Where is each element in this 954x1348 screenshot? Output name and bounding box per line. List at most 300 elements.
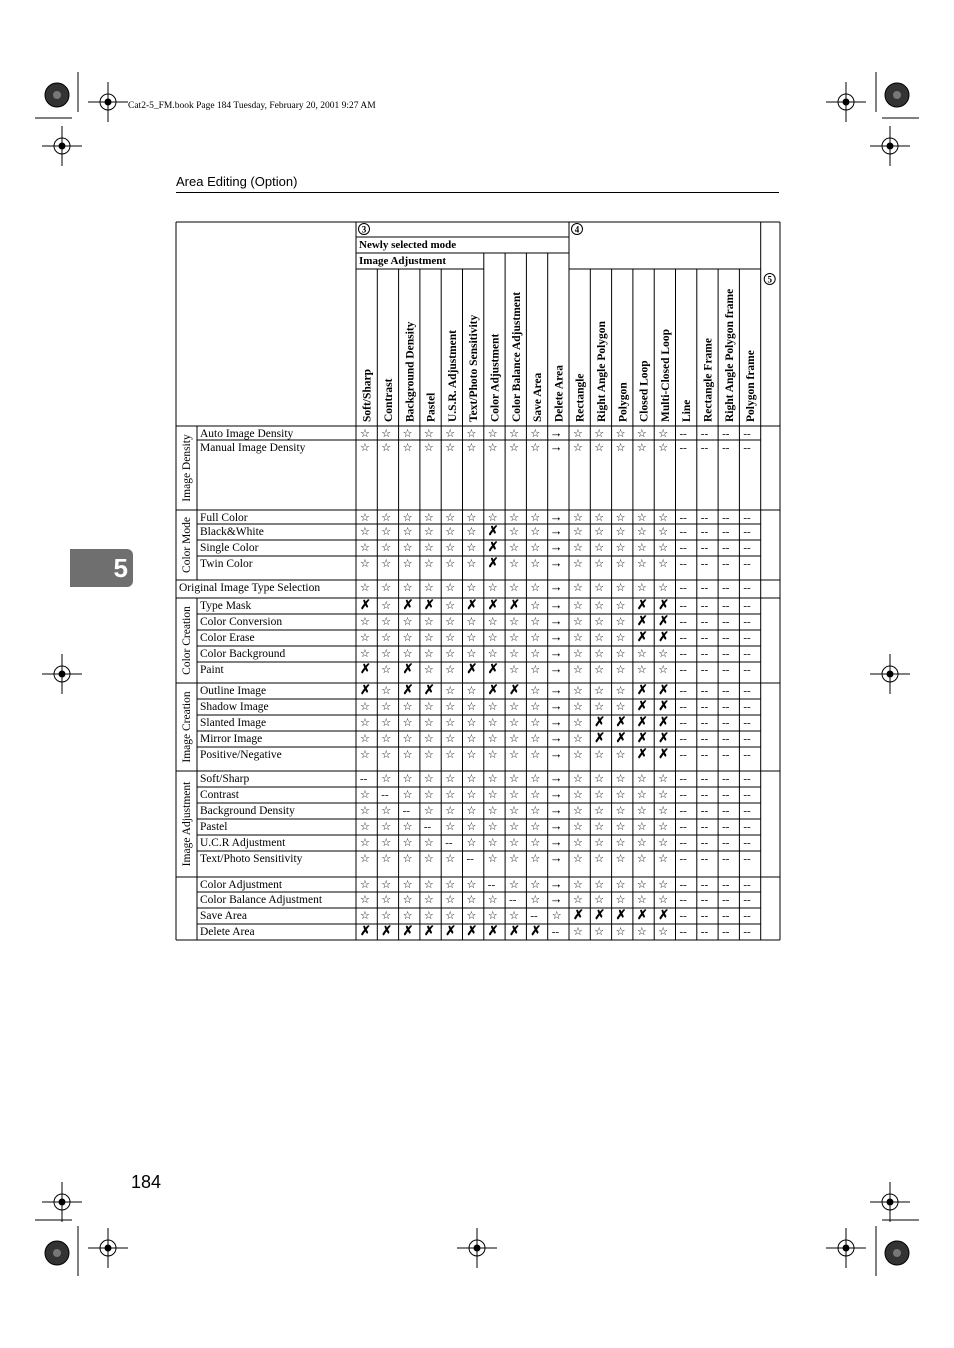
row-label: U.C.R Adjustment: [200, 837, 286, 849]
row-label: Slanted Image: [200, 717, 267, 729]
table-cell: →: [549, 539, 563, 554]
table-cell: ☆: [509, 558, 519, 570]
table-cell: ☆: [466, 512, 477, 524]
table-cell: ☆: [445, 442, 456, 454]
table-cell: ✗: [658, 698, 670, 713]
table-cell: ☆: [594, 512, 605, 524]
table-cell: →: [549, 523, 563, 538]
table-cell: --: [722, 926, 730, 938]
table-cell: ☆: [658, 442, 669, 454]
table-cell: ☆: [402, 442, 413, 454]
table-cell: --: [722, 879, 730, 891]
table-cell: ☆: [466, 648, 477, 660]
table-cell: --: [722, 894, 730, 906]
table-cell: --: [700, 542, 709, 554]
table-cell: ☆: [487, 821, 498, 833]
table-cell: --: [743, 616, 751, 628]
group4-marker: 4: [574, 224, 580, 235]
table-cell: ☆: [594, 582, 605, 594]
table-cell: --: [679, 685, 687, 697]
row-label: Color Conversion: [200, 616, 283, 628]
table-cell: ☆: [594, 926, 605, 938]
table-cell: ✗: [658, 730, 670, 745]
table-cell: ☆: [402, 894, 413, 906]
table-cell: ☆: [360, 910, 370, 922]
table-cell: ✗: [423, 923, 435, 938]
table-cell: ☆: [423, 733, 434, 745]
table-cell: ☆: [423, 558, 434, 570]
table-cell: ✗: [658, 714, 670, 729]
table-cell: ☆: [509, 512, 519, 524]
table-cell: ✗: [360, 923, 371, 938]
table-cell: ☆: [594, 428, 605, 440]
table-cell: ☆: [530, 837, 541, 849]
table-cell: --: [679, 526, 687, 538]
table-cell: ☆: [573, 582, 583, 594]
table-cell: ☆: [573, 789, 583, 801]
table-cell: --: [700, 749, 709, 761]
table-cell: ☆: [466, 733, 477, 745]
table-cell: ☆: [509, 837, 519, 849]
table-cell: ☆: [636, 773, 647, 785]
table-cell: ☆: [615, 600, 626, 612]
table-cell: ☆: [658, 428, 669, 440]
table-cell: ☆: [360, 632, 370, 644]
table-cell: ☆: [445, 648, 456, 660]
table-cell: ☆: [573, 512, 583, 524]
table-cell: ✗: [402, 923, 414, 938]
table-cell: --: [743, 428, 751, 440]
table-cell: ☆: [636, 442, 647, 454]
table-cell: ☆: [381, 442, 392, 454]
table-cell: ✗: [658, 629, 670, 644]
table-cell: --: [743, 879, 751, 891]
table-cell: ☆: [402, 837, 413, 849]
table-cell: ☆: [360, 749, 370, 761]
table-cell: ☆: [381, 542, 392, 554]
table-cell: --: [679, 789, 687, 801]
table-cell: ☆: [594, 685, 605, 697]
image-adjustment-header: Image Adjustment: [359, 255, 447, 267]
table-cell: --: [722, 853, 730, 865]
table-cell: --: [743, 600, 751, 612]
table-cell: ☆: [402, 558, 413, 570]
table-cell: --: [700, 428, 709, 440]
table-cell: ☆: [360, 733, 370, 745]
table-cell: --: [679, 512, 687, 524]
table-cell: ☆: [509, 773, 519, 785]
table-cell: →: [549, 876, 563, 891]
table-cell: ☆: [636, 853, 647, 865]
table-cell: ☆: [530, 632, 541, 644]
table-cell: --: [381, 789, 389, 801]
table-cell: ☆: [360, 894, 370, 906]
table-cell: --: [743, 685, 751, 697]
table-cell: ☆: [445, 685, 456, 697]
table-cell: ☆: [381, 558, 392, 570]
table-cell: --: [722, 773, 730, 785]
table-cell: ☆: [466, 821, 477, 833]
table-cell: ☆: [658, 894, 669, 906]
table-cell: ☆: [636, 805, 647, 817]
table-cell: ☆: [360, 616, 370, 628]
table-cell: --: [722, 685, 730, 697]
table-cell: ☆: [530, 773, 541, 785]
table-cell: ✗: [573, 907, 584, 922]
table-cell: --: [679, 733, 687, 745]
table-cell: ☆: [423, 648, 434, 660]
column-header: Color Balance Adjustment: [510, 291, 523, 422]
table-cell: ☆: [530, 733, 541, 745]
table-cell: ✗: [402, 661, 414, 676]
table-cell: ☆: [636, 512, 647, 524]
table-cell: ☆: [466, 558, 477, 570]
table-cell: ☆: [466, 749, 477, 761]
table-cell: ☆: [530, 805, 541, 817]
table-cell: →: [549, 770, 563, 785]
print-job-info: Cat2-5_FM.book Page 184 Tuesday, February 20, 2001 9:27 AM: [128, 101, 376, 111]
table-cell: ☆: [381, 837, 392, 849]
table-cell: ✗: [466, 923, 478, 938]
table-cell: ☆: [594, 701, 605, 713]
table-cell: →: [549, 802, 563, 817]
table-cell: ☆: [573, 685, 583, 697]
table-cell: ☆: [487, 428, 498, 440]
table-cell: ☆: [445, 582, 456, 594]
table-cell: ☆: [509, 616, 519, 628]
table-cell: --: [700, 442, 709, 454]
table-cell: --: [743, 701, 751, 713]
table-cell: ☆: [445, 717, 456, 729]
table-cell: ☆: [381, 717, 392, 729]
table-cell: ✗: [636, 597, 648, 612]
table-cell: ☆: [530, 701, 541, 713]
table-cell: ✗: [658, 613, 670, 628]
table-cell: ☆: [445, 789, 456, 801]
table-cell: ☆: [573, 749, 583, 761]
table-cell: ✗: [636, 730, 648, 745]
table-cell: →: [549, 425, 563, 440]
table-cell: ✗: [636, 698, 648, 713]
table-cell: --: [743, 894, 751, 906]
table-cell: --: [722, 664, 730, 676]
table-cell: ☆: [423, 512, 434, 524]
table-cell: ✗: [487, 523, 499, 538]
table-cell: ✗: [594, 730, 606, 745]
table-cell: ☆: [594, 648, 605, 660]
table-cell: ☆: [381, 853, 392, 865]
table-cell: --: [679, 805, 687, 817]
row-group-label: Image Creation: [181, 691, 193, 763]
table-cell: --: [722, 542, 730, 554]
table-cell: --: [679, 717, 687, 729]
table-cell: --: [700, 717, 709, 729]
column-header: Delete Area: [553, 365, 566, 422]
column-header: U.S.R. Adjustment: [446, 329, 459, 422]
table-cell: ☆: [615, 894, 626, 906]
table-cell: ☆: [423, 805, 434, 817]
table-cell: ☆: [509, 526, 519, 538]
table-cell: ☆: [530, 526, 541, 538]
table-cell: ☆: [402, 717, 413, 729]
table-cell: --: [679, 837, 687, 849]
table-cell: --: [743, 773, 751, 785]
table-cell: ☆: [402, 632, 413, 644]
table-cell: --: [722, 701, 730, 713]
column-header: Pastel: [425, 392, 438, 422]
table-cell: --: [700, 733, 709, 745]
table-cell: --: [722, 442, 730, 454]
table-cell: ☆: [658, 664, 669, 676]
table-cell: ✗: [615, 730, 627, 745]
table-cell: ☆: [594, 879, 605, 891]
table-cell: ☆: [423, 894, 434, 906]
table-cell: ☆: [381, 664, 392, 676]
table-cell: ☆: [530, 582, 541, 594]
table-cell: ☆: [466, 910, 477, 922]
table-cell: ✗: [487, 555, 499, 570]
table-cell: ☆: [381, 526, 392, 538]
table-cell: ☆: [423, 853, 434, 865]
table-cell: --: [743, 789, 751, 801]
table-cell: ☆: [509, 789, 519, 801]
row-label: Color Balance Adjustment: [200, 894, 323, 906]
table-cell: ✗: [658, 907, 670, 922]
table-cell: ☆: [423, 442, 434, 454]
table-cell: ☆: [487, 805, 498, 817]
table-cell: --: [679, 442, 687, 454]
table-cell: ☆: [509, 632, 519, 644]
table-cell: ☆: [487, 837, 498, 849]
table-cell: ☆: [658, 879, 669, 891]
table-cell: ☆: [423, 542, 434, 554]
table-cell: ☆: [594, 805, 605, 817]
table-cell: ☆: [445, 701, 456, 713]
table-cell: ☆: [402, 542, 413, 554]
table-cell: ☆: [360, 821, 370, 833]
table-cell: ☆: [402, 749, 413, 761]
table-cell: --: [700, 664, 709, 676]
table-cell: ☆: [423, 582, 434, 594]
table-cell: ✗: [509, 923, 521, 938]
table-cell: ☆: [381, 582, 392, 594]
table-cell: ☆: [594, 442, 605, 454]
row-label: Soft/Sharp: [200, 773, 250, 785]
table-cell: ☆: [636, 821, 647, 833]
table-cell: --: [722, 837, 730, 849]
table-cell: --: [445, 837, 453, 849]
table-cell: ☆: [573, 773, 583, 785]
table-cell: ☆: [381, 821, 392, 833]
row-label: Black&White: [200, 526, 264, 538]
row-label: Text/Photo Sensitivity: [200, 853, 303, 865]
table-cell: --: [743, 582, 751, 594]
table-cell: ☆: [615, 789, 626, 801]
table-cell: ☆: [487, 648, 498, 660]
table-cell: ☆: [530, 616, 541, 628]
table-cell: →: [549, 661, 563, 676]
table-cell: ☆: [636, 558, 647, 570]
table-cell: ☆: [551, 910, 562, 922]
table-cell: ✗: [466, 597, 478, 612]
table-cell: ✗: [487, 682, 499, 697]
table-cell: --: [722, 512, 730, 524]
table-cell: ☆: [445, 558, 456, 570]
table-cell: ☆: [445, 821, 456, 833]
table-cell: ✗: [615, 907, 627, 922]
table-cell: ✗: [636, 629, 648, 644]
row-group-label: Image Adjustment: [181, 781, 193, 867]
table-cell: ☆: [530, 664, 541, 676]
table-cell: ☆: [466, 805, 477, 817]
table-cell: ☆: [445, 526, 456, 538]
table-cell: --: [722, 558, 730, 570]
row-group-label: Color Creation: [181, 606, 193, 675]
table-cell: ✗: [423, 682, 435, 697]
table-cell: ☆: [594, 526, 605, 538]
row-label: Background Density: [200, 805, 295, 817]
table-cell: ☆: [466, 526, 477, 538]
table-cell: --: [509, 894, 517, 906]
column-header: Rectangle Frame: [702, 338, 715, 422]
table-cell: --: [722, 526, 730, 538]
table-cell: ☆: [381, 910, 392, 922]
table-cell: ✗: [487, 923, 499, 938]
table-cell: ☆: [594, 600, 605, 612]
table-cell: ✗: [466, 661, 478, 676]
table-cell: ☆: [402, 789, 413, 801]
table-cell: ☆: [360, 789, 370, 801]
table-cell: --: [679, 879, 687, 891]
table-cell: ☆: [466, 894, 477, 906]
table-cell: --: [700, 773, 709, 785]
table-cell: ✗: [445, 923, 457, 938]
table-cell: ☆: [381, 685, 392, 697]
row-label: Outline Image: [200, 685, 267, 697]
row-group-label: Color Mode: [181, 517, 193, 573]
table-cell: --: [743, 648, 751, 660]
table-cell: ☆: [381, 616, 392, 628]
table-cell: --: [679, 664, 687, 676]
table-cell: ☆: [530, 648, 541, 660]
table-cell: ☆: [509, 821, 519, 833]
table-cell: ☆: [573, 648, 583, 660]
column-header: Text/Photo Sensitivity: [468, 314, 481, 422]
table-cell: ☆: [658, 648, 669, 660]
table-cell: ☆: [487, 701, 498, 713]
table-cell: ☆: [594, 616, 605, 628]
table-cell: →: [549, 682, 563, 697]
table-cell: --: [722, 428, 730, 440]
row-label: Shadow Image: [200, 701, 269, 713]
table-cell: ☆: [402, 821, 413, 833]
table-cell: --: [722, 789, 730, 801]
table-cell: ☆: [445, 632, 456, 644]
table-cell: ✗: [423, 597, 435, 612]
table-cell: ☆: [445, 749, 456, 761]
column-header: Save Area: [532, 372, 545, 422]
table-cell: ☆: [636, 526, 647, 538]
table-cell: ☆: [360, 526, 370, 538]
table-cell: ☆: [573, 717, 583, 729]
table-cell: ☆: [530, 600, 541, 612]
table-cell: ☆: [615, 648, 626, 660]
table-cell: ☆: [509, 664, 519, 676]
table-cell: ☆: [658, 821, 669, 833]
table-cell: ☆: [615, 442, 626, 454]
table-cell: ☆: [509, 879, 519, 891]
table-cell: --: [743, 910, 751, 922]
table-cell: ☆: [487, 773, 498, 785]
table-cell: ☆: [381, 701, 392, 713]
table-cell: ✗: [658, 597, 670, 612]
table-cell: ☆: [573, 701, 583, 713]
table-cell: ☆: [530, 442, 541, 454]
table-cell: ✗: [487, 661, 499, 676]
table-cell: ☆: [615, 926, 626, 938]
table-cell: ✗: [402, 597, 414, 612]
table-cell: ☆: [573, 853, 583, 865]
table-cell: ☆: [509, 805, 519, 817]
table-cell: ☆: [530, 542, 541, 554]
table-cell: ☆: [594, 853, 605, 865]
table-cell: ☆: [509, 853, 519, 865]
column-header: Polygon frame: [745, 350, 758, 422]
table-cell: ☆: [615, 853, 626, 865]
table-cell: →: [549, 698, 563, 713]
table-cell: ☆: [594, 664, 605, 676]
table-cell: ☆: [573, 526, 583, 538]
table-cell: ✗: [658, 746, 670, 761]
running-head: Area Editing (Option): [176, 174, 298, 189]
table-cell: --: [700, 805, 709, 817]
chapter-tab[interactable]: 5: [70, 549, 133, 587]
table-cell: --: [700, 853, 709, 865]
table-cell: --: [679, 542, 687, 554]
table-cell: --: [743, 717, 751, 729]
table-cell: ✗: [509, 597, 521, 612]
table-cell: --: [743, 733, 751, 745]
table-cell: ☆: [360, 512, 370, 524]
table-cell: ☆: [466, 582, 477, 594]
table-cell: ☆: [466, 837, 477, 849]
table-cell: ✗: [509, 682, 521, 697]
table-cell: ☆: [658, 542, 669, 554]
table-cell: ☆: [487, 582, 498, 594]
table-cell: --: [700, 789, 709, 801]
table-cell: ☆: [466, 717, 477, 729]
table-cell: ☆: [466, 701, 477, 713]
table-cell: --: [700, 894, 709, 906]
table-cell: --: [743, 632, 751, 644]
table-cell: ☆: [615, 512, 626, 524]
table-cell: ☆: [615, 821, 626, 833]
table-cell: --: [722, 616, 730, 628]
table-cell: ☆: [487, 717, 498, 729]
table-cell: →: [549, 714, 563, 729]
table-cell: ☆: [636, 926, 647, 938]
table-cell: ☆: [573, 442, 583, 454]
table-cell: ☆: [658, 853, 669, 865]
table-cell: --: [700, 910, 709, 922]
table-cell: ☆: [360, 582, 370, 594]
table-cell: ✗: [487, 539, 499, 554]
page-number: 184: [131, 1172, 162, 1192]
table-cell: ☆: [445, 733, 456, 745]
table-cell: --: [743, 853, 751, 865]
table-cell: ☆: [423, 632, 434, 644]
table-cell: ☆: [530, 558, 541, 570]
